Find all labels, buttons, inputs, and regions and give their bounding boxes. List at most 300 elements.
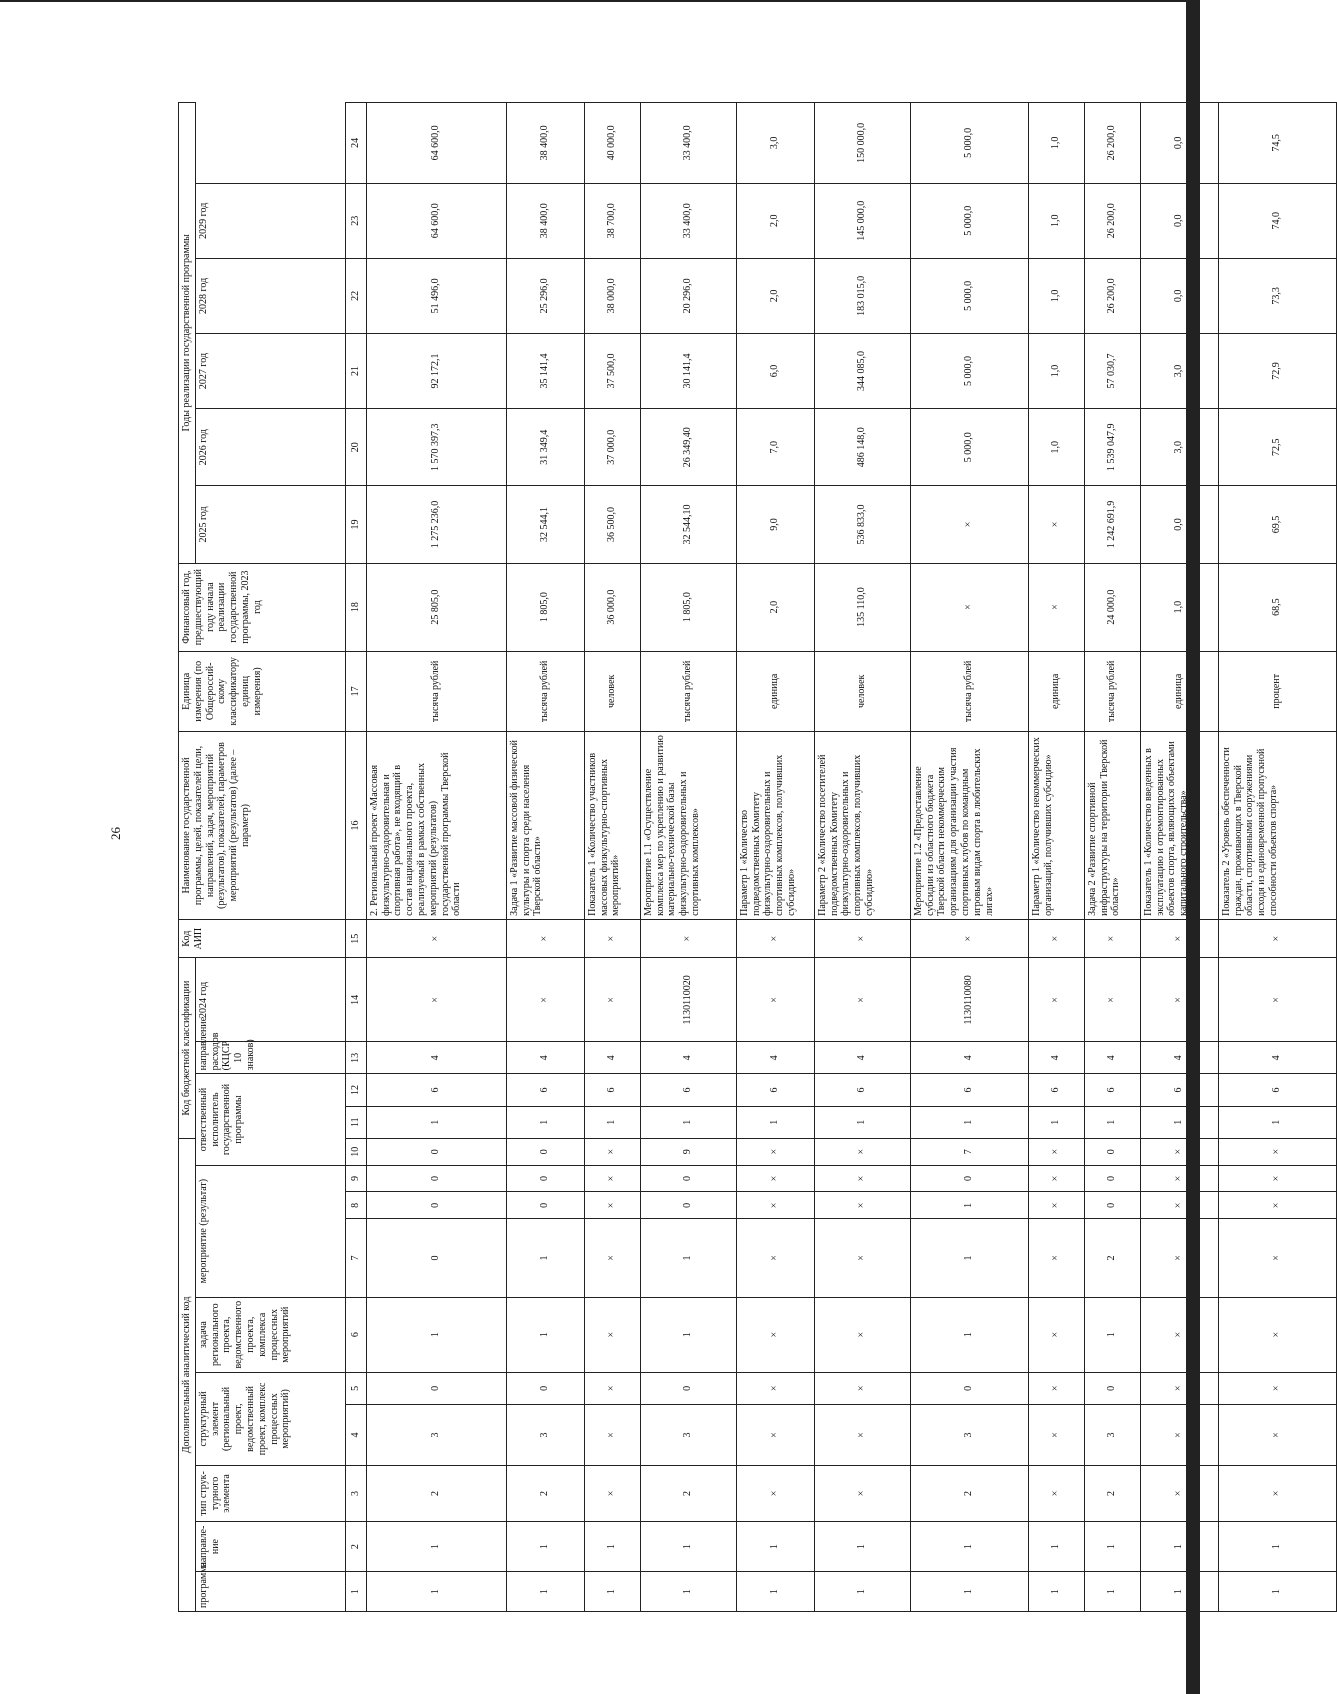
code-cell: ×: [814, 1219, 910, 1297]
code-cell: 1: [366, 1106, 506, 1138]
header-expense: направление расходов (КЦСР 10 знаков): [195, 1042, 345, 1074]
year-value-cell: 33 400,0: [640, 183, 736, 258]
row-name-cell: Параметр 2 «Количество посетителей подведомственных Комитету физкультурно-оздоровительных и спортивных комплексов, получивших субсидию»: [814, 732, 910, 920]
code-cell: 4: [736, 1042, 814, 1074]
header-base-year: Финансовый год, предшествующий году начала реализации государственной программы, 2023 год: [179, 563, 346, 651]
column-number: 16: [345, 732, 366, 920]
code-cell: 4: [640, 1042, 736, 1074]
code-cell: 1: [736, 1521, 814, 1571]
code-cell: ×: [1218, 1404, 1336, 1465]
code-cell: 1: [1140, 1572, 1218, 1612]
header-task: задача регионального проекта, ведомственного проекта, комплекса процессных мероприятий: [195, 1297, 345, 1372]
code-cell: 1: [814, 1521, 910, 1571]
header-year-2026: 2026 год: [195, 409, 345, 486]
year-value-cell: 73,3: [1218, 258, 1336, 333]
year-value-cell: ×: [1028, 486, 1084, 563]
code-cell: 2: [640, 1466, 736, 1522]
unit-cell: тысяча рублей: [366, 651, 506, 731]
header-years-group: Годы реализации государственной программы: [179, 103, 196, 564]
column-number: 20: [345, 409, 366, 486]
year-value-cell: 9,0: [736, 486, 814, 563]
code-cell: 4: [910, 1042, 1028, 1074]
code-cell: 6: [1028, 1074, 1084, 1106]
table-row: [506, 103, 584, 1612]
code-cell: 1: [1084, 1572, 1140, 1612]
code-cell: ×: [910, 919, 1028, 958]
code-cell: 4: [366, 1042, 506, 1074]
code-cell: ×: [584, 1138, 640, 1165]
base-year-value: ×: [910, 563, 1028, 651]
code-cell: 1: [366, 1297, 506, 1372]
year-value-cell: 38 400,0: [506, 103, 584, 184]
unit-cell: человек: [584, 651, 640, 731]
year-value-cell: 3,0: [1140, 409, 1218, 486]
header-year-2028: 2028 год: [195, 258, 345, 333]
code-cell: 1: [1028, 1572, 1084, 1612]
row-name-cell: 2. Региональный проект «Массовая физкультурно-оздоровительная и спортивная работа», не входящий в состав национального проекта, реализуемый в рамках собственных мероприятий (результатов) государственной программы Тверской области: [366, 732, 506, 920]
code-cell: ×: [1084, 919, 1140, 958]
year-value-cell: 3,0: [1140, 333, 1218, 408]
year-value-cell: 5 000,0: [910, 409, 1028, 486]
year-value-cell: 2,0: [736, 258, 814, 333]
header-name: Наименование государственной программы, целей, показателей цели, направлений, задач, мероприятий (результатов), показателей, параметров мероприятий (результатов) (далее – параметр): [179, 732, 346, 920]
code-cell: ×: [736, 1466, 814, 1522]
code-cell: 7: [910, 1138, 1028, 1165]
base-year-value: 25 805,0: [366, 563, 506, 651]
row-name-cell: Задача 2 «Развитие спортивной инфраструктуры на территории Тверской области»: [1084, 732, 1140, 920]
unit-cell: тысяча рублей: [506, 651, 584, 731]
code-cell: ×: [736, 919, 814, 958]
code-cell: ×: [366, 958, 506, 1042]
code-cell: 0: [366, 1138, 506, 1165]
year-value-cell: 74,0: [1218, 183, 1336, 258]
code-cell: 6: [366, 1074, 506, 1106]
code-cell: 1: [736, 1572, 814, 1612]
year-value-cell: 1,0: [1028, 409, 1084, 486]
code-cell: ×: [814, 919, 910, 958]
row-name-cell: Задача 1 «Развитие массовой физической культуры и спорта среди населения Тверской области»: [506, 732, 584, 920]
header-direction: направле-ние: [195, 1521, 345, 1571]
code-cell: 4: [814, 1042, 910, 1074]
code-cell: ×: [814, 1466, 910, 1522]
code-cell: ×: [640, 919, 736, 958]
code-cell: 1: [910, 1521, 1028, 1571]
code-cell: 6: [640, 1074, 736, 1106]
code-cell: ×: [736, 1404, 814, 1465]
code-cell: ×: [1218, 958, 1336, 1042]
header-year-2029: 2029 год: [195, 183, 345, 258]
year-value-cell: ×: [910, 486, 1028, 563]
code-cell: 0: [506, 1165, 584, 1192]
code-cell: 0: [1084, 1372, 1140, 1404]
code-cell: 4: [506, 1042, 584, 1074]
code-cell: 0: [1084, 1192, 1140, 1219]
base-year-value: 36 000,0: [584, 563, 640, 651]
column-number: 19: [345, 486, 366, 563]
code-cell: 0: [910, 1372, 1028, 1404]
header-struct-element: структурный элемент (региональный проект, ведомственный проект, комплекс процессных мероприятий): [195, 1372, 345, 1465]
code-cell: ×: [814, 1372, 910, 1404]
program-table: [178, 102, 1337, 1612]
code-cell: 0: [640, 1165, 736, 1192]
table-row: [1028, 103, 1084, 1612]
year-value-cell: 72,5: [1218, 409, 1336, 486]
code-cell: ×: [1218, 919, 1336, 958]
base-year-value: 24 000,0: [1084, 563, 1140, 651]
table-row: [736, 103, 814, 1612]
year-value-cell: 0,0: [1140, 486, 1218, 563]
code-cell: 1: [1218, 1572, 1336, 1612]
code-cell: 1: [1218, 1106, 1336, 1138]
table-row: [584, 103, 640, 1612]
year-value-cell: 25 296,0: [506, 258, 584, 333]
code-cell: 1: [1084, 1521, 1140, 1571]
code-cell: 0: [506, 1192, 584, 1219]
year-value-cell: 37 000,0: [584, 409, 640, 486]
header-aip: Код АИП: [179, 919, 346, 958]
year-value-cell: 0,0: [1140, 103, 1218, 184]
header-budget-group: Код бюджетной классификации: [179, 958, 196, 1138]
column-number: 22: [345, 258, 366, 333]
year-value-cell: 30 141,4: [640, 333, 736, 408]
header-year-2027: 2027 год: [195, 333, 345, 408]
unit-cell: человек: [814, 651, 910, 731]
year-value-cell: 26 200,0: [1084, 258, 1140, 333]
row-name-cell: Показатель 1 «Количество введенных в эксплуатацию и отремонтированных объектов спорта, являющихся объектами капитального строительства»: [1140, 732, 1218, 920]
code-cell: 1: [506, 1219, 584, 1297]
scan-top-edge: [0, 0, 1200, 2]
code-cell: 0: [910, 1165, 1028, 1192]
code-cell: ×: [814, 1404, 910, 1465]
code-cell: 1: [1084, 1106, 1140, 1138]
code-cell: ×: [1218, 1297, 1336, 1372]
column-number: 8: [345, 1192, 366, 1219]
code-cell: 3: [366, 1404, 506, 1465]
year-value-cell: 183 015,0: [814, 258, 910, 333]
year-value-cell: 33 400,0: [640, 103, 736, 184]
column-number: 2: [345, 1521, 366, 1571]
code-cell: ×: [584, 1404, 640, 1465]
header-program: программа: [195, 1572, 345, 1612]
column-number: 7: [345, 1219, 366, 1297]
code-cell: ×: [1028, 919, 1084, 958]
code-cell: ×: [736, 958, 814, 1042]
unit-cell: тысяча рублей: [1084, 651, 1140, 731]
code-cell: 1: [814, 1572, 910, 1612]
code-cell: ×: [736, 1192, 814, 1219]
code-cell: 0: [366, 1372, 506, 1404]
year-value-cell: 32 544,10: [640, 486, 736, 563]
year-value-cell: 51 496,0: [366, 258, 506, 333]
code-cell: ×: [814, 1138, 910, 1165]
header-unit: Единица измерения (по Общероссий-скому классификатору единиц измерения): [179, 651, 346, 731]
year-value-cell: 38 700,0: [584, 183, 640, 258]
code-cell: 1: [1140, 1106, 1218, 1138]
column-number: 17: [345, 651, 366, 731]
year-value-cell: 72,9: [1218, 333, 1336, 408]
code-cell: ×: [506, 919, 584, 958]
code-cell: ×: [1140, 1297, 1218, 1372]
code-cell: ×: [584, 1372, 640, 1404]
year-value-cell: 486 148,0: [814, 409, 910, 486]
base-year-value: 135 110,0: [814, 563, 910, 651]
year-value-cell: 64 600,0: [366, 183, 506, 258]
code-cell: ×: [814, 958, 910, 1042]
year-value-cell: 5 000,0: [910, 103, 1028, 184]
code-cell: ×: [1218, 1466, 1336, 1522]
year-value-cell: 7,0: [736, 409, 814, 486]
column-number: 1: [345, 1572, 366, 1612]
row-name-cell: Параметр 1 «Количество подведомственных Комитету физкультурно-оздоровительных и спортивных комплексов, получивших субсидию»: [736, 732, 814, 920]
column-number: 23: [345, 183, 366, 258]
column-number-row: [345, 103, 366, 1612]
code-cell: ×: [1028, 1297, 1084, 1372]
code-cell: ×: [584, 1219, 640, 1297]
year-value-cell: 26 200,0: [1084, 183, 1140, 258]
code-cell: 6: [584, 1074, 640, 1106]
code-cell: 0: [366, 1192, 506, 1219]
year-value-cell: 5 000,0: [910, 183, 1028, 258]
code-cell: ×: [1084, 958, 1140, 1042]
code-cell: ×: [366, 919, 506, 958]
code-cell: 1: [1028, 1521, 1084, 1571]
code-cell: ×: [736, 1297, 814, 1372]
code-cell: 2: [1084, 1219, 1140, 1297]
code-cell: ×: [506, 958, 584, 1042]
year-value-cell: 26 200,0: [1084, 103, 1140, 184]
code-cell: ×: [1028, 1466, 1084, 1522]
code-cell: ×: [736, 1372, 814, 1404]
page-number: 26: [108, 827, 123, 840]
column-number: 6: [345, 1297, 366, 1372]
code-cell: 1: [640, 1106, 736, 1138]
code-cell: ×: [1028, 1219, 1084, 1297]
column-number: 14: [345, 958, 366, 1042]
unit-cell: тысяча рублей: [640, 651, 736, 731]
code-cell: 1: [640, 1297, 736, 1372]
code-cell: ×: [584, 1192, 640, 1219]
code-cell: 3: [506, 1404, 584, 1465]
year-value-cell: 2,0: [736, 183, 814, 258]
header-event: мероприятие (результат): [195, 1165, 345, 1297]
column-number: 15: [345, 919, 366, 958]
year-value-cell: 35 141,4: [506, 333, 584, 408]
code-cell: 4: [1084, 1042, 1140, 1074]
year-value-cell: 57 030,7: [1084, 333, 1140, 408]
code-cell: ×: [736, 1219, 814, 1297]
year-value-cell: 1 242 691,9: [1084, 486, 1140, 563]
code-cell: 1: [1218, 1521, 1336, 1571]
table-row: [1140, 103, 1218, 1612]
header-row-1: [179, 103, 196, 1612]
code-cell: ×: [736, 1138, 814, 1165]
header-struct-type: тип струк-турного элемента: [195, 1466, 345, 1522]
code-cell: 1: [640, 1521, 736, 1571]
year-value-cell: 0,0: [1140, 183, 1218, 258]
row-name-cell: Мероприятие 1.1 «Осуществление комплекса мер по укреплению и развитию материально-технической базы физкультурно-оздоровительных и спортивных комплексов»: [640, 732, 736, 920]
row-name-cell: Мероприятие 1.2 «Предоставление субсидии из областного бюджета Тверской области некоммерческим организациям для организации участия спортивных клубов по командным игровым видам спорта в любительских лигах»: [910, 732, 1028, 920]
code-cell: ×: [814, 1192, 910, 1219]
column-number: 18: [345, 563, 366, 651]
code-cell: 2: [910, 1466, 1028, 1522]
year-value-cell: 150 000,0: [814, 103, 910, 184]
year-value-cell: 6,0: [736, 333, 814, 408]
base-year-value: 1,0: [1140, 563, 1218, 651]
code-cell: 2: [366, 1466, 506, 1522]
table-row: [366, 103, 506, 1612]
code-cell: 1: [584, 1106, 640, 1138]
year-value-cell: 536 833,0: [814, 486, 910, 563]
code-cell: 1: [1084, 1297, 1140, 1372]
table-row: [814, 103, 910, 1612]
code-cell: 3: [640, 1404, 736, 1465]
unit-cell: процент: [1218, 651, 1336, 731]
code-cell: 4: [1140, 1042, 1218, 1074]
code-cell: 0: [640, 1372, 736, 1404]
year-value-cell: 69,5: [1218, 486, 1336, 563]
column-number: 10: [345, 1138, 366, 1165]
code-cell: 1: [366, 1572, 506, 1612]
header-analytic-group: Дополнительный аналитический код: [179, 1138, 196, 1611]
code-cell: 0: [1084, 1165, 1140, 1192]
code-cell: ×: [584, 919, 640, 958]
unit-cell: единица: [736, 651, 814, 731]
code-cell: ×: [1140, 1466, 1218, 1522]
code-cell: 1130110080: [910, 958, 1028, 1042]
base-year-value: 1 805,0: [640, 563, 736, 651]
code-cell: 6: [910, 1074, 1028, 1106]
code-cell: 0: [1084, 1138, 1140, 1165]
year-value-cell: 5 000,0: [910, 333, 1028, 408]
year-value-cell: 1,0: [1028, 103, 1084, 184]
code-cell: 1: [910, 1192, 1028, 1219]
column-number: 3: [345, 1466, 366, 1522]
code-cell: 1: [736, 1106, 814, 1138]
year-value-cell: 145 000,0: [814, 183, 910, 258]
code-cell: 1: [1140, 1521, 1218, 1571]
code-cell: ×: [1140, 1404, 1218, 1465]
code-cell: ×: [1140, 1138, 1218, 1165]
code-cell: 3: [1084, 1404, 1140, 1465]
code-cell: ×: [1218, 1219, 1336, 1297]
code-cell: ×: [1028, 1372, 1084, 1404]
code-cell: ×: [1028, 1192, 1084, 1219]
table-row: [1084, 103, 1140, 1612]
year-value-cell: 92 172,1: [366, 333, 506, 408]
code-cell: 0: [640, 1192, 736, 1219]
year-value-cell: 64 600,0: [366, 103, 506, 184]
row-name-cell: Показатель 2 «Уровень обеспеченности граждан, проживающих в Тверской области, спортивными сооружениями исходя из единовременной пропускной способности объектов спорта»: [1218, 732, 1336, 920]
year-value-cell: 1 570 397,3: [366, 409, 506, 486]
year-value-cell: 38 400,0: [506, 183, 584, 258]
row-name-cell: Показатель 1 «Количество участников массовых физкультурно-спортивных мероприятий»: [584, 732, 640, 920]
code-cell: 1130110020: [640, 958, 736, 1042]
code-cell: 0: [366, 1165, 506, 1192]
code-cell: 1: [1028, 1106, 1084, 1138]
code-cell: ×: [584, 1297, 640, 1372]
code-cell: 2: [506, 1466, 584, 1522]
code-cell: ×: [1028, 1165, 1084, 1192]
year-value-cell: 40 000,0: [584, 103, 640, 184]
year-value-cell: 32 544,1: [506, 486, 584, 563]
code-cell: ×: [1028, 1138, 1084, 1165]
year-value-cell: 1 275 236,0: [366, 486, 506, 563]
unit-cell: единица: [1028, 651, 1084, 731]
code-cell: 0: [366, 1219, 506, 1297]
code-cell: 1: [640, 1219, 736, 1297]
code-cell: ×: [1140, 1372, 1218, 1404]
column-number: 9: [345, 1165, 366, 1192]
year-value-cell: 20 296,0: [640, 258, 736, 333]
code-cell: 0: [506, 1372, 584, 1404]
row-name-cell: Параметр 1 «Количество некоммерческих организаций, получивших субсидию»: [1028, 732, 1084, 920]
code-cell: ×: [1028, 958, 1084, 1042]
year-value-cell: 31 349,4: [506, 409, 584, 486]
column-number: 4: [345, 1404, 366, 1465]
code-cell: ×: [1140, 1219, 1218, 1297]
column-number: 21: [345, 333, 366, 408]
year-value-cell: 37 500,0: [584, 333, 640, 408]
year-value-cell: 0,0: [1140, 258, 1218, 333]
column-number: 11: [345, 1106, 366, 1138]
code-cell: 6: [736, 1074, 814, 1106]
year-value-cell: 26 349,40: [640, 409, 736, 486]
code-cell: 9: [640, 1138, 736, 1165]
code-cell: 1: [506, 1297, 584, 1372]
code-cell: 1: [506, 1106, 584, 1138]
code-cell: ×: [584, 958, 640, 1042]
code-cell: ×: [736, 1165, 814, 1192]
base-year-value: 68,5: [1218, 563, 1336, 651]
year-value-cell: 1,0: [1028, 183, 1084, 258]
year-value-cell: 1,0: [1028, 333, 1084, 408]
code-cell: 1: [910, 1572, 1028, 1612]
code-cell: 6: [506, 1074, 584, 1106]
code-cell: 1: [814, 1106, 910, 1138]
code-cell: 1: [366, 1521, 506, 1571]
code-cell: 1: [584, 1521, 640, 1571]
column-number: 12: [345, 1074, 366, 1106]
code-cell: ×: [1140, 919, 1218, 958]
code-cell: 6: [1084, 1074, 1140, 1106]
column-number: 5: [345, 1372, 366, 1404]
code-cell: ×: [584, 1165, 640, 1192]
code-cell: 4: [584, 1042, 640, 1074]
year-value-cell: 1,0: [1028, 258, 1084, 333]
code-cell: ×: [1218, 1138, 1336, 1165]
base-year-value: ×: [1028, 563, 1084, 651]
header-year-2024: 2024 год: [195, 958, 345, 1042]
code-cell: ×: [814, 1165, 910, 1192]
code-cell: 6: [1218, 1074, 1336, 1106]
code-cell: 1: [584, 1572, 640, 1612]
year-value-cell: 344 085,0: [814, 333, 910, 408]
code-cell: 0: [506, 1138, 584, 1165]
year-value-cell: 5 000,0: [910, 258, 1028, 333]
year-value-cell: 3,0: [736, 103, 814, 184]
code-cell: 2: [1084, 1466, 1140, 1522]
code-cell: 4: [1028, 1042, 1084, 1074]
code-cell: ×: [814, 1297, 910, 1372]
code-cell: 6: [1140, 1074, 1218, 1106]
table-body: [366, 103, 1336, 1612]
unit-cell: тысяча рублей: [910, 651, 1028, 731]
table-row: [910, 103, 1028, 1612]
code-cell: 1: [910, 1106, 1028, 1138]
code-cell: 6: [814, 1074, 910, 1106]
year-value-cell: 1 539 047,9: [1084, 409, 1140, 486]
base-year-value: 1 805,0: [506, 563, 584, 651]
